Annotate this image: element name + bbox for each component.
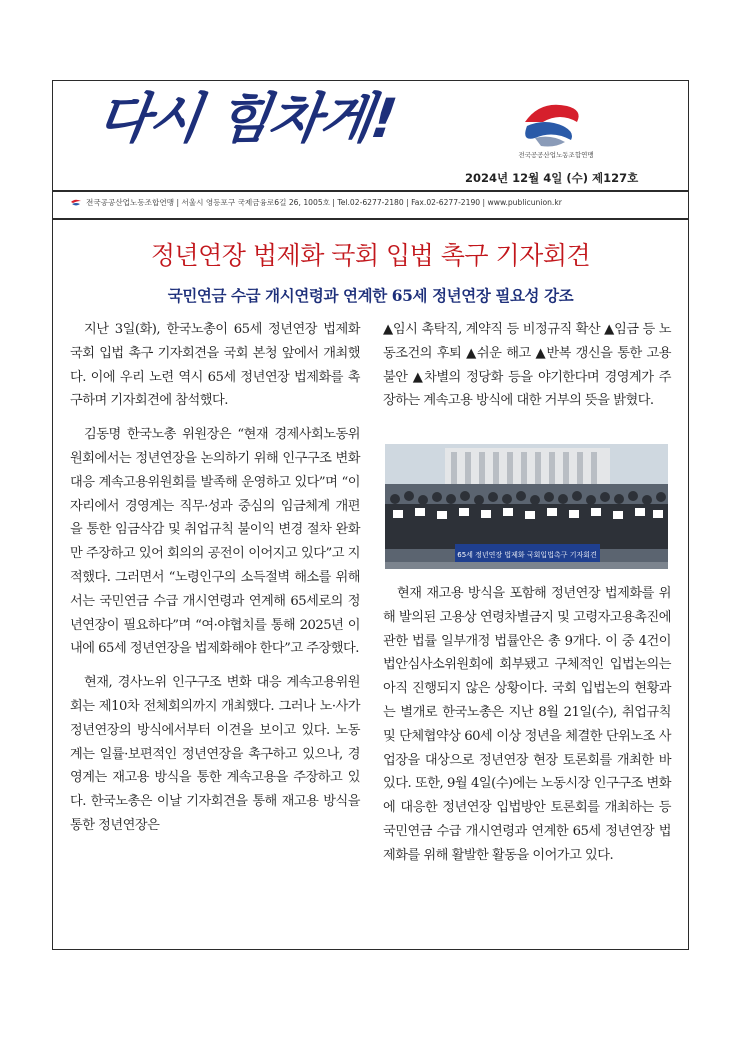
masthead-title: 다시 힘차게! (93, 87, 400, 150)
right-column-bottom (383, 582, 671, 878)
header-rule-top (52, 190, 689, 192)
right-column-top (383, 318, 671, 423)
article-subheadline: 국민연금 수급 개시연령과 연계한 65세 정년연장 필요성 강조 (167, 286, 574, 305)
paragraph: ▲임시 촉탁직, 계약직 등 비정규직 확산 ▲임금 등 노동조건의 후퇴 ▲쉬운 해고 ▲반복 갱신을 통한 고용불안 ▲차별의 정당화 등을 야기한다며 경영계가 주장하는 계속고용 방식에 대한 거부의 뜻을 밝혔다. (383, 322, 671, 409)
paragraph: 현재, 경사노위 인구구조 변화 대응 계속고용위원회는 제10차 전체회의까지 개최했다. 그러나 노·사가 정년연장의 방식에서부터 이견을 보이고 있다. 노동계는 일률·보편적인 정년연장을 촉구하고 있으나, 경영계는 재고용 방식을 통한 계속고용을 주장하고 있다. 한국노총은 이날 기자회견을 통해 재고용 방식을 통한 정년연장은 (70, 675, 360, 833)
press-conference-photo (385, 444, 668, 569)
paragraph: 현재 재고용 방식을 포함해 정년연장 법제화를 위해 발의된 고용상 연령차별금지 및 고령자고용촉진에 관한 법률 일부개정 법률안은 총 9개다. 이 중 4건이 법안심사소위원회에 회부됐고 구체적인 입법논의는 아직 진행되지 않은 상황이다. 국회 입법논의 현황과는 별개로 한국노총은 지난 8월 21일(수), 취업규칙 및 단체협약상 60세 이상 정년을 체결한 단위노조 사업장을 대상으로 정년연장 현장 토론회를 개최한 바 있다. 또한, 9월 4일(수)에는 노동시장 인구구조 변화에 대응한 정년연장 입법방안 토론회를 개최하는 등 국민연금 수급 개시연령과 연계한 65세 정년연장 법제화를 위해 활발한 활동을 이어가고 있다. (383, 586, 671, 863)
paragraph: 지난 3일(화), 한국노총이 65세 정년연장 법제화 국회 입법 촉구 기자회견을 국회 본청 앞에서 개최했다. 이에 우리 노련 역시 65세 정년연장 법제화를 촉구하며 기자회견에 참석했다. (70, 322, 360, 409)
photo-banner-text: 65세 정년연장 법제화 국회입법촉구 기자회견 (457, 551, 597, 559)
photo-illustration (385, 444, 668, 569)
masthead-org-name: 전국공공산업노동조합연맹 (518, 151, 594, 159)
paragraph: 김동명 한국노총 위원장은 “현재 경제사회노동위원회에서는 정년연장을 논의하기 위해 인구구조 변화 대응 계속고용위원회를 발족해 운영하고 있다”며 “이 자리에서 경영계는 직무·성과 중심의 임금체계 개편을 통한 임금삭감 및 취업규칙 불이익 변경 절차 완화만 주장하고 있어 회의의 공전이 이어지고 있다”고 지적했다. 그러면서 “노령인구의 소득절벽 해소를 위해서는 국민연금 수급 개시연령과 연계해 65세로의 정년연장이 필요하다”며 “여·야협치를 통해 2025년 이내에 65세 정년연장을 법제화해야 한다”고 주장했다. (70, 427, 360, 657)
issue-date: 2024년 12월 4일 (수) 제127호 (465, 171, 639, 185)
info-bar-text: 전국공공산업노동조합연맹 | 서울시 영등포구 국제금융로6길 26, 1005호 | Tel.02-6277-2180 | Fax.02-6277-2190 | www.publicunion.kr (86, 198, 562, 207)
header-rule-bottom (52, 218, 689, 220)
union-logo-icon (505, 92, 595, 152)
article-headline: 정년연장 법제화 국회 입법 촉구 기자회견 (150, 241, 591, 270)
info-bar (70, 197, 682, 208)
small-logo-icon (70, 198, 82, 207)
left-column (70, 318, 360, 848)
